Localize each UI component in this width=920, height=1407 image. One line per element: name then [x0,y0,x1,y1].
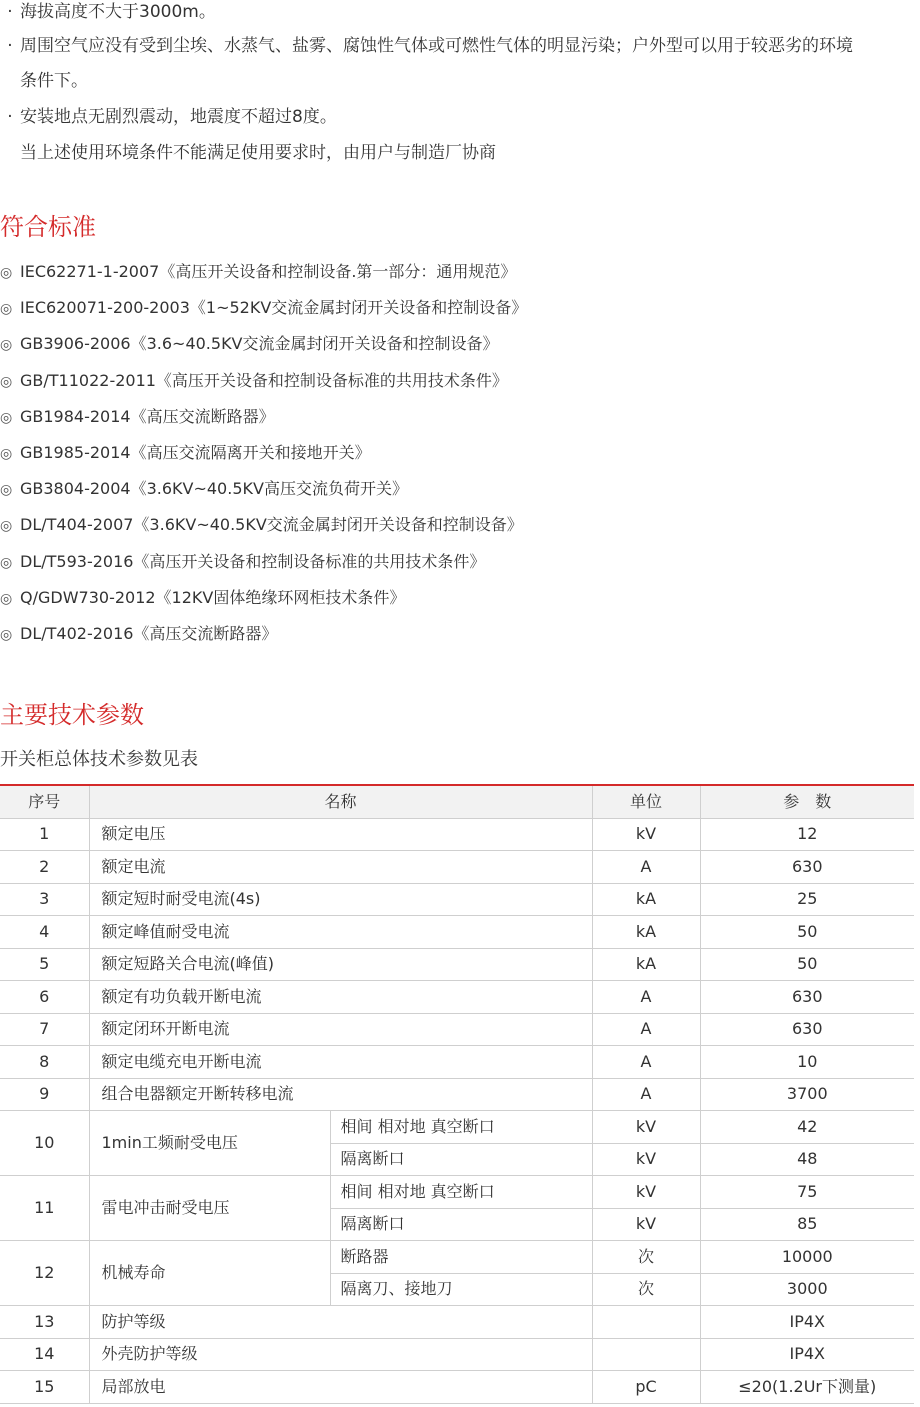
cell-name: 1min工频耐受电压 [89,1111,330,1176]
cell-no: 1 [0,818,89,851]
cell-value: 630 [700,851,914,884]
cell-name: 机械寿命 [89,1241,330,1306]
standard-item [0,616,277,653]
bullet-dot: · [7,2,13,22]
standard-text: GB3804-2004《3.6KV~40.5KV高压交流负荷开关》 [20,479,408,499]
cell-value: 12 [700,818,914,851]
standard-text: GB/T11022-2011《高压开关设备和控制设备标准的共用技术条件》 [20,370,508,390]
cell-value: 3700 [700,1078,914,1111]
cell-no: 11 [0,1176,89,1241]
cell-unit: 次 [592,1273,700,1306]
cell-name: 额定电压 [89,818,592,851]
standard-text: GB1985-2014《高压交流隔离开关和接地开关》 [20,443,371,462]
table-row [0,1338,914,1371]
condition-text: 海拔高度不大于3000m。 [20,2,216,22]
cell-no: 2 [0,851,89,884]
condition-item [0,28,853,64]
table-row [0,981,914,1014]
table-row [0,1306,914,1339]
cell-no: 6 [0,981,89,1014]
condition-note: 当上述使用环境条件不能满足使用要求时，由用户与制造厂协商 [20,143,496,163]
cell-name: 额定短路关合电流(峰值) [89,948,592,981]
cell-no: 8 [0,1046,89,1079]
condition-item [0,0,216,30]
cell-unit: A [592,851,700,884]
condition-text: 安装地点无剧烈震动，地震度不超过8度。 [20,107,337,127]
table-row [0,1111,914,1144]
standard-item [0,290,527,327]
cell-unit: kA [592,948,700,981]
standard-text: DL/T402-2016《高压交流断路器》 [20,624,278,643]
cell-unit: kV [592,1143,700,1176]
cell-subname: 隔离断口 [330,1208,592,1241]
header-name: 名称 [89,786,592,818]
cell-name: 额定闭环开断电流 [89,1013,592,1046]
cell-unit: pC [592,1371,700,1404]
cell-value: 630 [700,1013,914,1046]
cell-no: 10 [0,1111,89,1176]
standard-bullet-icon: ◎ [0,337,13,354]
standard-item [0,254,516,291]
standard-item [0,326,499,363]
condition-item [0,99,337,135]
cell-unit [592,1338,700,1371]
cell-subname: 隔离断口 [330,1143,592,1176]
cell-no: 4 [0,916,89,949]
table-header-row [0,786,914,818]
cell-subname: 隔离刀、接地刀 [330,1273,592,1306]
standard-item [0,544,485,581]
cell-no: 7 [0,1013,89,1046]
cell-value: 48 [700,1143,914,1176]
cell-value: IP4X [700,1338,914,1371]
cell-unit: kV [592,818,700,851]
cell-no: 15 [0,1371,89,1404]
cell-unit [592,1306,700,1339]
cell-value: 630 [700,981,914,1014]
cell-unit: kA [592,883,700,916]
standard-bullet-icon: ◎ [0,627,13,643]
standard-bullet-icon: ◎ [0,409,13,426]
standard-item [0,435,371,472]
cell-name: 额定电缆充电开断电流 [89,1046,592,1079]
cell-value: 25 [700,883,914,916]
cell-value: 3000 [700,1273,914,1306]
cell-subname: 断路器 [330,1241,592,1274]
table-row [0,851,914,884]
standards-heading: 符合标准 [0,213,96,241]
standard-bullet-icon: ◎ [0,265,13,281]
cell-name: 额定电流 [89,851,592,884]
standard-text: IEC620071-200-2003《1~52KV交流金属封闭开关设备和控制设备》 [20,298,528,318]
header-value: 参 数 [700,786,914,818]
standard-item [0,507,523,544]
params-intro: 开关柜总体技术参数见表 [0,749,198,770]
cell-value: 42 [700,1111,914,1144]
cell-subname: 相间 相对地 真空断口 [330,1111,592,1144]
cell-no: 14 [0,1338,89,1371]
cell-unit: A [592,1046,700,1079]
table-row [0,883,914,916]
cell-value: 10000 [700,1241,914,1274]
standard-item [0,471,408,508]
cell-value: ≤20(1.2Ur下测量) [700,1371,914,1404]
cell-unit: A [592,981,700,1014]
table-row [0,1176,914,1209]
table-row [0,818,914,851]
standard-bullet-icon: ◎ [0,554,13,571]
standard-text: IEC62271-1-2007《高压开关设备和控制设备.第一部分：通用规范》 [20,262,517,281]
standard-text: DL/T593-2016《高压开关设备和控制设备标准的共用技术条件》 [20,551,486,571]
table-row [0,948,914,981]
cell-no: 13 [0,1306,89,1339]
cell-name: 防护等级 [89,1306,592,1339]
header-no: 序号 [0,786,89,818]
parameters-table [0,786,914,1404]
cell-name: 雷电冲击耐受电压 [89,1176,330,1241]
table-row [0,1013,914,1046]
standard-text: GB1984-2014《高压交流断路器》 [20,406,275,426]
table-row [0,916,914,949]
cell-value: 75 [700,1176,914,1209]
standard-item [0,580,405,617]
bullet-dot: · [7,36,13,56]
cell-value: 10 [700,1046,914,1079]
params-heading: 主要技术参数 [0,701,144,729]
cell-name: 额定峰值耐受电流 [89,916,592,949]
cell-no: 9 [0,1078,89,1111]
cell-value: IP4X [700,1306,914,1339]
cell-name: 组合电器额定开断转移电流 [89,1078,592,1111]
header-unit: 单位 [592,786,700,818]
standard-item [0,399,275,436]
standard-bullet-icon: ◎ [0,518,13,535]
table-row [0,1371,914,1404]
standard-item [0,363,508,400]
cell-subname: 相间 相对地 真空断口 [330,1176,592,1209]
standard-bullet-icon: ◎ [0,446,13,462]
table-body [0,818,914,1403]
standard-bullet-icon: ◎ [0,482,13,499]
standard-text: DL/T404-2007《3.6KV~40.5KV交流金属封闭开关设备和控制设备》 [20,515,523,535]
cell-unit: A [592,1013,700,1046]
table-row [0,1241,914,1274]
bullet-dot: · [7,107,13,127]
table-row [0,1046,914,1079]
standard-text: Q/GDW730-2012《12KV固体绝缘环网柜技术条件》 [20,587,406,607]
cell-name: 额定短时耐受电流(4s) [89,883,592,916]
cell-value: 85 [700,1208,914,1241]
cell-name: 局部放电 [89,1371,592,1404]
cell-no: 5 [0,948,89,981]
table-row [0,1078,914,1111]
cell-no: 3 [0,883,89,916]
cell-no: 12 [0,1241,89,1306]
cell-unit: A [592,1078,700,1111]
cell-unit: kV [592,1208,700,1241]
cell-unit: kV [592,1176,700,1209]
cell-name: 外壳防护等级 [89,1338,592,1371]
condition-continuation: 条件下。 [20,71,88,91]
cell-unit: kV [592,1111,700,1144]
cell-unit: kA [592,916,700,949]
cell-unit: 次 [592,1241,700,1274]
cell-value: 50 [700,916,914,949]
standard-text: GB3906-2006《3.6~40.5KV交流金属封闭开关设备和控制设备》 [20,334,499,354]
standard-bullet-icon: ◎ [0,301,13,318]
standard-bullet-icon: ◎ [0,590,13,607]
cell-name: 额定有功负载开断电流 [89,981,592,1014]
standard-bullet-icon: ◎ [0,373,13,390]
condition-text: 周围空气应没有受到尘埃、水蒸气、盐雾、腐蚀性气体或可燃性气体的明显污染；户外型可以用于较恶劣的环境 [20,36,853,56]
cell-value: 50 [700,948,914,981]
